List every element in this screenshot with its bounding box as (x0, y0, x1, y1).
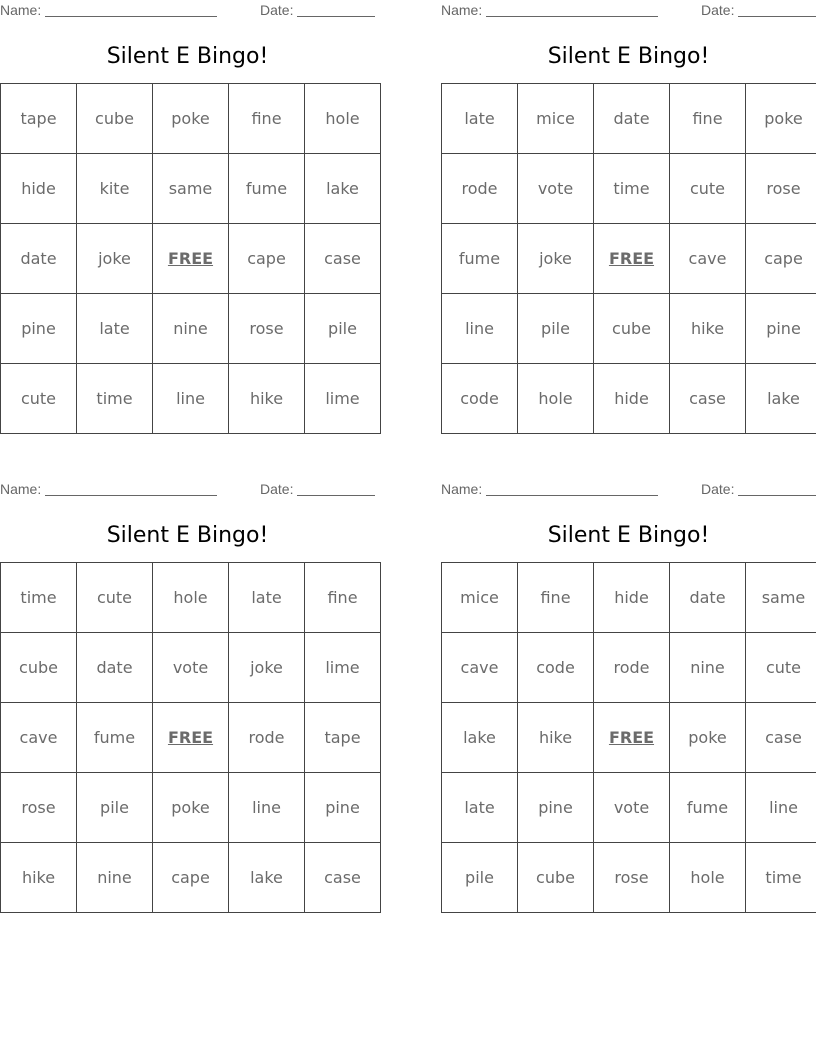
bingo-cell: lime (305, 364, 381, 434)
bingo-cell: rode (229, 703, 305, 773)
bingo-cell: cape (153, 843, 229, 913)
bingo-grid (0, 562, 381, 913)
bingo-cell: nine (77, 843, 153, 913)
card-title: Silent E Bingo! (547, 523, 710, 548)
bingo-cell: pine (746, 294, 816, 364)
date-line (297, 483, 375, 496)
bingo-cell: hike (518, 703, 594, 773)
card-title: Silent E Bingo! (106, 44, 269, 69)
bingo-cell: late (77, 294, 153, 364)
name-field[interactable] (441, 481, 658, 497)
bingo-cell: hike (1, 843, 77, 913)
grid-row (442, 563, 816, 633)
bingo-cell: rode (594, 633, 670, 703)
grid-row (442, 224, 816, 294)
bingo-cell: poke (153, 84, 229, 154)
bingo-cell: rose (1, 773, 77, 843)
grid-row (1, 364, 381, 434)
bingo-cell: cute (1, 364, 77, 434)
name-field[interactable] (0, 2, 217, 18)
name-line (486, 483, 658, 496)
free-space-cell: FREE (153, 224, 229, 294)
bingo-cell: lime (305, 633, 381, 703)
bingo-cell: hole (305, 84, 381, 154)
bingo-card-3 (0, 479, 375, 887)
date-field[interactable] (701, 481, 816, 497)
bingo-cell: date (594, 84, 670, 154)
bingo-cell: fine (305, 563, 381, 633)
grid-row (442, 703, 816, 773)
bingo-cell: rose (229, 294, 305, 364)
card-title: Silent E Bingo! (547, 44, 710, 69)
bingo-cell: line (229, 773, 305, 843)
bingo-cell: date (1, 224, 77, 294)
bingo-cell: fume (77, 703, 153, 773)
bingo-cell: time (77, 364, 153, 434)
bingo-cell: late (229, 563, 305, 633)
grid-row (442, 84, 816, 154)
bingo-cell: pine (518, 773, 594, 843)
grid-row (1, 773, 381, 843)
bingo-cell: fine (518, 563, 594, 633)
grid-row (442, 773, 816, 843)
date-label: Date: (260, 481, 294, 497)
grid-row (1, 154, 381, 224)
bingo-cell: mice (518, 84, 594, 154)
bingo-cell: tape (1, 84, 77, 154)
date-field[interactable] (260, 2, 375, 18)
card-header (441, 479, 816, 501)
bingo-cell: poke (746, 84, 816, 154)
card-header (441, 0, 816, 22)
bingo-card-1 (0, 0, 375, 408)
grid-row (1, 633, 381, 703)
bingo-cell: case (746, 703, 816, 773)
bingo-cell: same (746, 563, 816, 633)
bingo-grid (441, 562, 816, 913)
bingo-cell: rose (594, 843, 670, 913)
bingo-cell: case (305, 843, 381, 913)
bingo-cell: vote (153, 633, 229, 703)
bingo-cell: code (442, 364, 518, 434)
bingo-cell: case (670, 364, 746, 434)
grid-row (1, 294, 381, 364)
bingo-cell: time (1, 563, 77, 633)
bingo-cell: hide (594, 364, 670, 434)
card-title: Silent E Bingo! (106, 523, 269, 548)
bingo-cell: cave (1, 703, 77, 773)
bingo-cell: lake (305, 154, 381, 224)
name-field[interactable] (0, 481, 217, 497)
bingo-cell: rose (746, 154, 816, 224)
bingo-cell: tape (305, 703, 381, 773)
bingo-cell: vote (594, 773, 670, 843)
bingo-cell: pile (442, 843, 518, 913)
grid-row (1, 84, 381, 154)
bingo-cell: mice (442, 563, 518, 633)
name-field[interactable] (441, 2, 658, 18)
card-header (0, 0, 375, 22)
bingo-cell: fume (442, 224, 518, 294)
free-space-cell: FREE (594, 224, 670, 294)
bingo-cell: same (153, 154, 229, 224)
bingo-cell: case (305, 224, 381, 294)
bingo-cell: hole (518, 364, 594, 434)
grid-row (442, 294, 816, 364)
bingo-cell: poke (670, 703, 746, 773)
date-line (738, 483, 816, 496)
bingo-cell: time (594, 154, 670, 224)
bingo-cell: cave (670, 224, 746, 294)
name-line (486, 4, 658, 17)
bingo-cell: joke (518, 224, 594, 294)
grid-row (1, 563, 381, 633)
bingo-card-2 (441, 0, 816, 408)
grid-row (442, 843, 816, 913)
bingo-cell: line (442, 294, 518, 364)
bingo-cell: lake (746, 364, 816, 434)
grid-row (1, 224, 381, 294)
bingo-cell: fume (229, 154, 305, 224)
date-line (297, 4, 375, 17)
bingo-cell: rode (442, 154, 518, 224)
grid-row (1, 703, 381, 773)
bingo-cell: date (77, 633, 153, 703)
bingo-cell: fine (670, 84, 746, 154)
free-space-cell: FREE (153, 703, 229, 773)
grid-row (442, 154, 816, 224)
date-field[interactable] (260, 481, 375, 497)
bingo-cell: cute (670, 154, 746, 224)
date-label: Date: (701, 481, 735, 497)
bingo-cell: joke (77, 224, 153, 294)
bingo-cell: cute (77, 563, 153, 633)
bingo-cell: hole (670, 843, 746, 913)
bingo-cell: poke (153, 773, 229, 843)
bingo-cell: fine (229, 84, 305, 154)
bingo-cell: hide (594, 563, 670, 633)
bingo-cell: pine (1, 294, 77, 364)
bingo-cell: pine (305, 773, 381, 843)
bingo-cell: cape (229, 224, 305, 294)
name-label: Name: (441, 2, 483, 18)
bingo-grid (0, 83, 381, 434)
bingo-cell: lake (442, 703, 518, 773)
bingo-cell: line (746, 773, 816, 843)
bingo-card-4 (441, 479, 816, 887)
bingo-cell: lake (229, 843, 305, 913)
bingo-cell: kite (77, 154, 153, 224)
grid-row (442, 364, 816, 434)
grid-row (1, 843, 381, 913)
name-label: Name: (0, 2, 42, 18)
bingo-cell: hike (670, 294, 746, 364)
bingo-cell: hide (1, 154, 77, 224)
card-header (0, 479, 375, 501)
date-label: Date: (260, 2, 294, 18)
bingo-cell: pile (518, 294, 594, 364)
bingo-cell: late (442, 773, 518, 843)
bingo-cell: pile (305, 294, 381, 364)
name-line (45, 4, 217, 17)
bingo-cell: fume (670, 773, 746, 843)
name-label: Name: (0, 481, 42, 497)
bingo-cell: vote (518, 154, 594, 224)
bingo-cell: code (518, 633, 594, 703)
bingo-cell: cute (746, 633, 816, 703)
bingo-cell: nine (153, 294, 229, 364)
bingo-cell: cave (442, 633, 518, 703)
bingo-cell: time (746, 843, 816, 913)
bingo-cell: late (442, 84, 518, 154)
date-field[interactable] (701, 2, 816, 18)
bingo-cell: nine (670, 633, 746, 703)
bingo-cell: joke (229, 633, 305, 703)
name-label: Name: (441, 481, 483, 497)
bingo-cell: pile (77, 773, 153, 843)
grid-row (442, 633, 816, 703)
bingo-cell: cube (77, 84, 153, 154)
bingo-cell: hike (229, 364, 305, 434)
bingo-cell: line (153, 364, 229, 434)
name-line (45, 483, 217, 496)
bingo-cell: cape (746, 224, 816, 294)
free-space-cell: FREE (594, 703, 670, 773)
bingo-cell: cube (594, 294, 670, 364)
bingo-grid (441, 83, 816, 434)
bingo-cell: hole (153, 563, 229, 633)
bingo-cell: date (670, 563, 746, 633)
bingo-cell: cube (518, 843, 594, 913)
date-line (738, 4, 816, 17)
bingo-cell: cube (1, 633, 77, 703)
date-label: Date: (701, 2, 735, 18)
